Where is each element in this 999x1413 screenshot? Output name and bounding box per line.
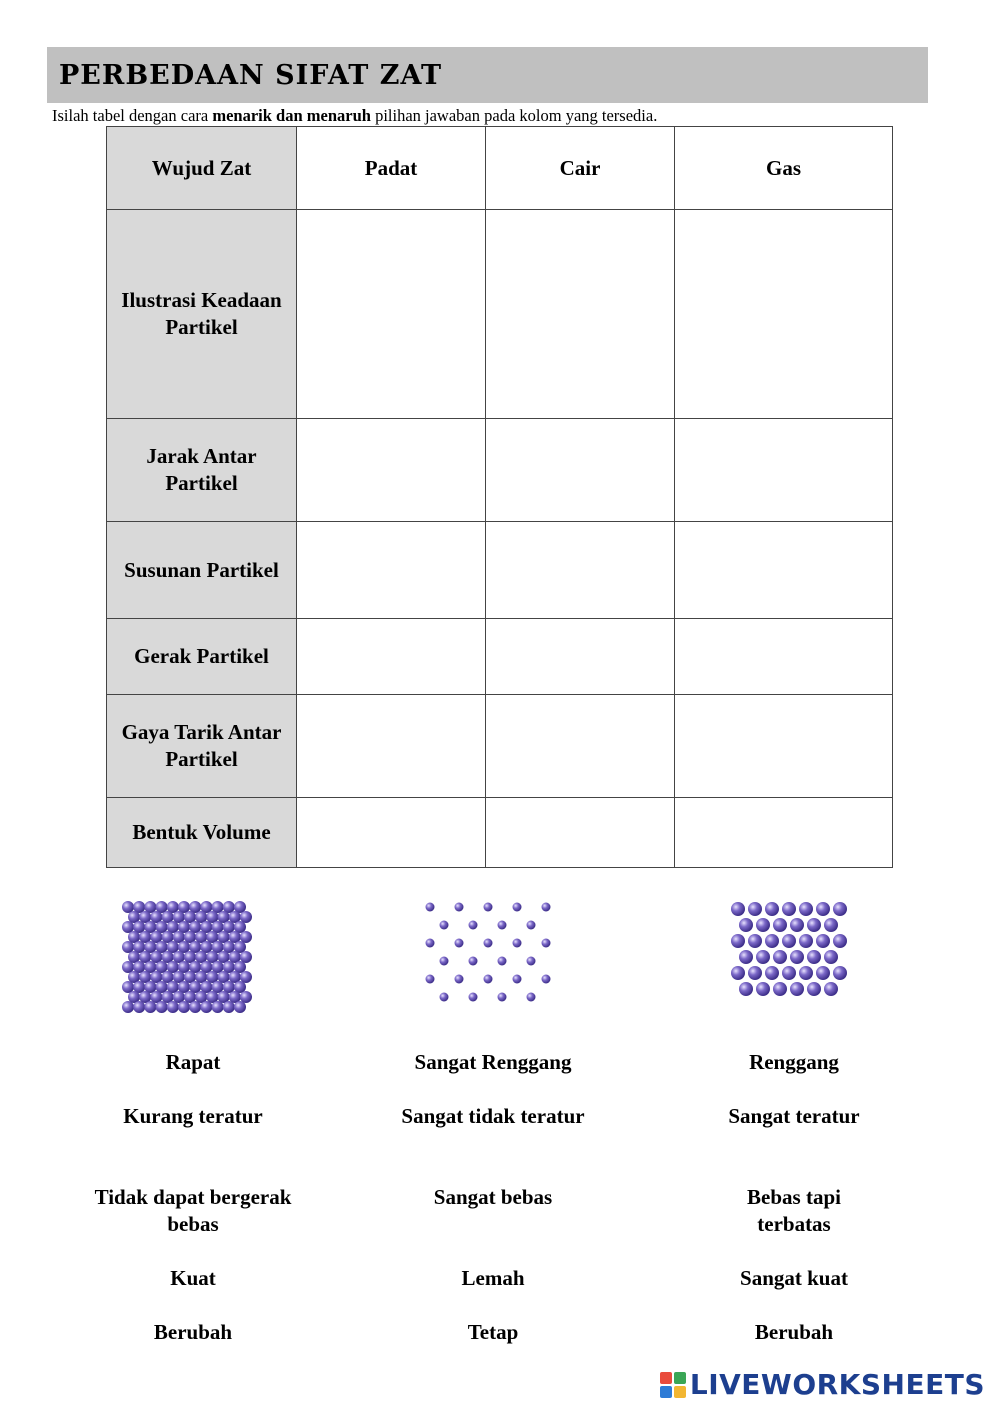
particle: [240, 931, 252, 943]
instructions-text: Isilah tabel dengan cara: [52, 106, 213, 125]
particle: [240, 991, 252, 1003]
drop-gaya-gas[interactable]: [675, 695, 893, 798]
particle: [731, 934, 745, 948]
loose-particles-illustration[interactable]: [726, 897, 862, 1005]
drop-susunan-cair[interactable]: [486, 522, 675, 619]
drop-ilustrasi-cair[interactable]: [486, 210, 675, 419]
particle: [790, 982, 804, 996]
drop-ilustrasi-gas[interactable]: [675, 210, 893, 419]
drop-gerak-cair[interactable]: [486, 619, 675, 695]
particle: [748, 902, 762, 916]
drop-gerak-gas[interactable]: [675, 619, 893, 695]
option-sangat-renggang[interactable]: Sangat Renggang: [414, 1050, 572, 1074]
particle: [731, 902, 745, 916]
particle: [790, 918, 804, 932]
properties-table: [106, 126, 893, 868]
particle: [833, 902, 847, 916]
particle: [513, 975, 522, 984]
particle: [469, 921, 478, 930]
particle: [731, 966, 745, 980]
particle: [455, 975, 464, 984]
particle: [513, 903, 522, 912]
particle: [167, 1001, 179, 1013]
instructions-text-end: pilihan jawaban pada kolom yang tersedia.: [370, 106, 658, 125]
particle: [455, 939, 464, 948]
drop-bentuk-gas[interactable]: [675, 798, 893, 868]
particle: [542, 939, 551, 948]
particle: [773, 982, 787, 996]
particle: [122, 901, 134, 913]
liveworksheets-brand: [660, 1368, 985, 1401]
option-sangat-bebas[interactable]: Sangat bebas: [433, 1185, 553, 1209]
particle: [122, 961, 134, 973]
particle: [440, 993, 449, 1002]
particle: [527, 957, 536, 966]
particle: [807, 982, 821, 996]
instructions-bold-text: menarik dan menaruh: [212, 106, 371, 125]
option-kurang-teratur[interactable]: Kurang teratur: [123, 1104, 263, 1128]
particle: [799, 934, 813, 948]
particle: [807, 918, 821, 932]
particle: [455, 903, 464, 912]
particle: [189, 1001, 201, 1013]
particle: [223, 1001, 235, 1013]
particle: [824, 950, 838, 964]
header-padat: Padat: [297, 127, 486, 210]
particle: [212, 1001, 224, 1013]
particle: [773, 950, 787, 964]
particle: [756, 918, 770, 932]
particle: [178, 1001, 190, 1013]
particle: [782, 966, 796, 980]
drop-ilustrasi-padat[interactable]: [297, 210, 486, 419]
drop-susunan-gas[interactable]: [675, 522, 893, 619]
option-rapat[interactable]: Rapat: [165, 1050, 221, 1074]
particle: [824, 918, 838, 932]
dense-particles-illustration[interactable]: [118, 897, 258, 1021]
particle: [122, 921, 134, 933]
drop-bentuk-cair[interactable]: [486, 798, 675, 868]
particle: [833, 966, 847, 980]
particle: [440, 921, 449, 930]
particle: [426, 903, 435, 912]
particle: [527, 993, 536, 1002]
option-tetap[interactable]: Tetap: [467, 1320, 519, 1344]
particle: [484, 975, 493, 984]
drop-jarak-padat[interactable]: [297, 419, 486, 522]
option-renggang[interactable]: Renggang: [749, 1050, 839, 1074]
particle: [748, 966, 762, 980]
drop-bentuk-padat[interactable]: [297, 798, 486, 868]
page-title: PERBEDAAN SIFAT ZAT: [59, 59, 443, 91]
option-lemah[interactable]: Lemah: [461, 1266, 525, 1290]
option-kuat[interactable]: Kuat: [170, 1266, 216, 1290]
particle: [542, 903, 551, 912]
particle: [833, 934, 847, 948]
particle: [739, 950, 753, 964]
particle: [816, 966, 830, 980]
row-header-gaya-tarik: Gaya Tarik Antar Partikel: [107, 695, 297, 798]
option-berubah-1[interactable]: Berubah: [153, 1320, 233, 1344]
sparse-particles-illustration[interactable]: [418, 897, 558, 1011]
particle: [484, 903, 493, 912]
particle: [240, 951, 252, 963]
particle: [756, 982, 770, 996]
title-bar: [47, 47, 928, 103]
particle: [739, 982, 753, 996]
particle: [513, 939, 522, 948]
instructions: [52, 106, 657, 126]
drop-gerak-padat[interactable]: [297, 619, 486, 695]
particle: [469, 993, 478, 1002]
drop-gaya-padat[interactable]: [297, 695, 486, 798]
row-header-bentuk-volume: Bentuk Volume: [107, 798, 297, 868]
particle: [799, 966, 813, 980]
particle: [498, 993, 507, 1002]
header-gas: Gas: [675, 127, 893, 210]
drop-susunan-padat[interactable]: [297, 522, 486, 619]
option-sangat-kuat[interactable]: Sangat kuat: [740, 1266, 848, 1290]
option-berubah-2[interactable]: Berubah: [754, 1320, 834, 1344]
option-sangat-teratur[interactable]: Sangat teratur: [728, 1104, 860, 1128]
particle: [498, 957, 507, 966]
liveworksheets-logo-icon: [660, 1372, 686, 1398]
row-header-gerak: Gerak Partikel: [107, 619, 297, 695]
particle: [765, 934, 779, 948]
particle: [440, 957, 449, 966]
particle: [122, 941, 134, 953]
particle: [782, 902, 796, 916]
option-sangat-tidak-teratur[interactable]: Sangat tidak teratur: [401, 1104, 585, 1128]
row-header-jarak: Jarak Antar Partikel: [107, 419, 297, 522]
particle: [773, 918, 787, 932]
header-cair: Cair: [486, 127, 675, 210]
particle: [824, 982, 838, 996]
drop-jarak-cair[interactable]: [486, 419, 675, 522]
particle: [816, 902, 830, 916]
particle: [426, 939, 435, 948]
particle: [782, 934, 796, 948]
particle: [122, 981, 134, 993]
particle: [133, 1001, 145, 1013]
particle: [144, 1001, 156, 1013]
particle: [748, 934, 762, 948]
option-bebas-tapi-terbatas[interactable]: Bebas tapi terbatas: [747, 1185, 841, 1236]
particle: [756, 950, 770, 964]
particle: [469, 957, 478, 966]
particle: [200, 1001, 212, 1013]
particle: [816, 934, 830, 948]
drop-jarak-gas[interactable]: [675, 419, 893, 522]
row-header-ilustrasi: Ilustrasi Keadaan Partikel: [107, 210, 297, 419]
particle: [799, 902, 813, 916]
particle: [156, 1001, 168, 1013]
particle: [240, 911, 252, 923]
particle: [484, 939, 493, 948]
particle: [527, 921, 536, 930]
particle: [122, 1001, 134, 1013]
brand-text: LIVEWORKSHEETS: [689, 1368, 985, 1401]
particle: [542, 975, 551, 984]
particle: [765, 902, 779, 916]
row-header-susunan: Susunan Partikel: [107, 522, 297, 619]
particle: [240, 971, 252, 983]
particle: [234, 1001, 246, 1013]
particle: [739, 918, 753, 932]
particle: [807, 950, 821, 964]
particle: [790, 950, 804, 964]
particle: [498, 921, 507, 930]
particle: [765, 966, 779, 980]
header-wujud-zat: Wujud Zat: [107, 127, 297, 210]
drop-gaya-cair[interactable]: [486, 695, 675, 798]
particle: [426, 975, 435, 984]
option-tidak-dapat-bergerak-bebas[interactable]: Tidak dapat bergerak bebas: [94, 1185, 292, 1236]
